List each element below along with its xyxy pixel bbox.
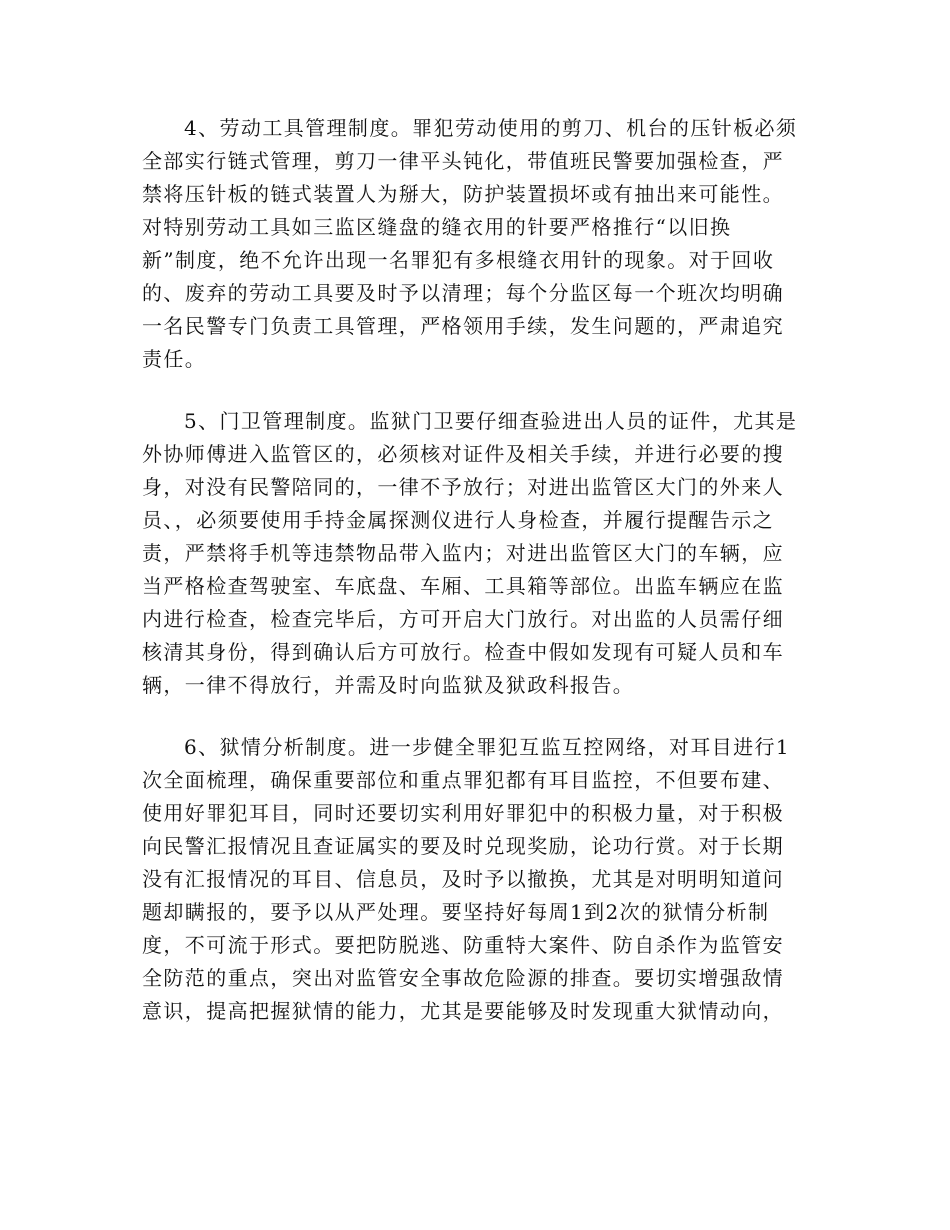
text-line: 意识，提高把握狱情的能力，尤其是要能够及时发现重大狱情动向， <box>142 999 784 1023</box>
text-line: 全部实行链式管理，剪刀一律平头钝化，带值班民警要加强检查，严 <box>142 149 784 173</box>
text-line: 对特别劳动工具如三监区缝盘的缝衣用的针要严格推行“以旧换 <box>142 215 732 239</box>
text-line: 责，严禁将手机等违禁物品带入监内；对进出监管区大门的车辆，应 <box>142 541 784 565</box>
text-line: 新”制度，绝不允许出现一名罪犯有多根缝衣用针的现象。对于回收 <box>142 248 775 272</box>
paragraph-prison-analysis <box>142 731 810 1028</box>
text-line: 内进行检查，检查完毕后，方可开启大门放行。对出监的人员需仔细 <box>142 607 784 631</box>
text-line: 没有汇报情况的耳目、信息员，及时予以撤换，尤其是对明明知道问 <box>142 867 784 891</box>
text-line: 次全面梳理，确保重要部位和重点罪犯都有耳目监控，不但要布建、 <box>142 768 784 792</box>
text-line: 5、门卫管理制度。监狱门卫要仔细查验进出人员的证件，尤其是 <box>184 409 798 433</box>
document-body <box>142 112 810 1057</box>
text-line: 的、废弃的劳动工具要及时予以清理；每个分监区每一个班次均明确 <box>142 281 784 305</box>
paragraph-gate-management <box>142 405 810 702</box>
text-line: 员、，必须要使用手持金属探测仪进行人身检查，并履行提醒告示之 <box>142 508 774 532</box>
text-line: 身，对没有民警陪同的，一律不予放行；对进出监管区大门的外来人 <box>142 475 784 499</box>
text-line: 一名民警专门负责工具管理，严格领用手续，发生问题的，严肃追究 <box>142 314 784 338</box>
text-line: 度，不可流于形式。要把防脱逃、防重特大案件、防自杀作为监管安 <box>142 933 784 957</box>
text-line: 禁将压针板的链式装置人为掰大，防护装置损坏或有抽出来可能性。 <box>142 182 784 206</box>
text-line: 外协师傅进入监管区的，必须核对证件及相关手续，并进行必要的搜 <box>142 442 784 466</box>
text-line: 辆，一律不得放行，并需及时向监狱及狱政科报告。 <box>142 673 635 697</box>
text-line: 题却瞒报的，要予以从严处理。要坚持好每周1到2次的狱情分析制 <box>142 900 770 924</box>
text-line: 核清其身份，得到确认后方可放行。检查中假如发现有可疑人员和车 <box>142 640 784 664</box>
text-line: 责任。 <box>142 347 207 371</box>
text-line: 向民警汇报情况且查证属实的要及时兑现奖励，论功行赏。对于长期 <box>142 834 784 858</box>
text-line: 当严格检查驾驶室、车底盘、车厢、工具箱等部位。出监车辆应在监 <box>142 574 784 598</box>
text-line: 4、劳动工具管理制度。罪犯劳动使用的剪刀、机台的压针板必须 <box>184 116 798 140</box>
text-line: 6、狱情分析制度。进一步健全罪犯互监互控网络，对耳目进行1 <box>184 735 791 759</box>
text-line: 使用好罪犯耳目，同时还要切实利用好罪犯中的积极力量，对于积极 <box>142 801 784 825</box>
text-line: 全防范的重点，突出对监管安全事故危险源的排查。要切实增强敌情 <box>142 966 784 990</box>
paragraph-tool-management <box>142 112 810 376</box>
